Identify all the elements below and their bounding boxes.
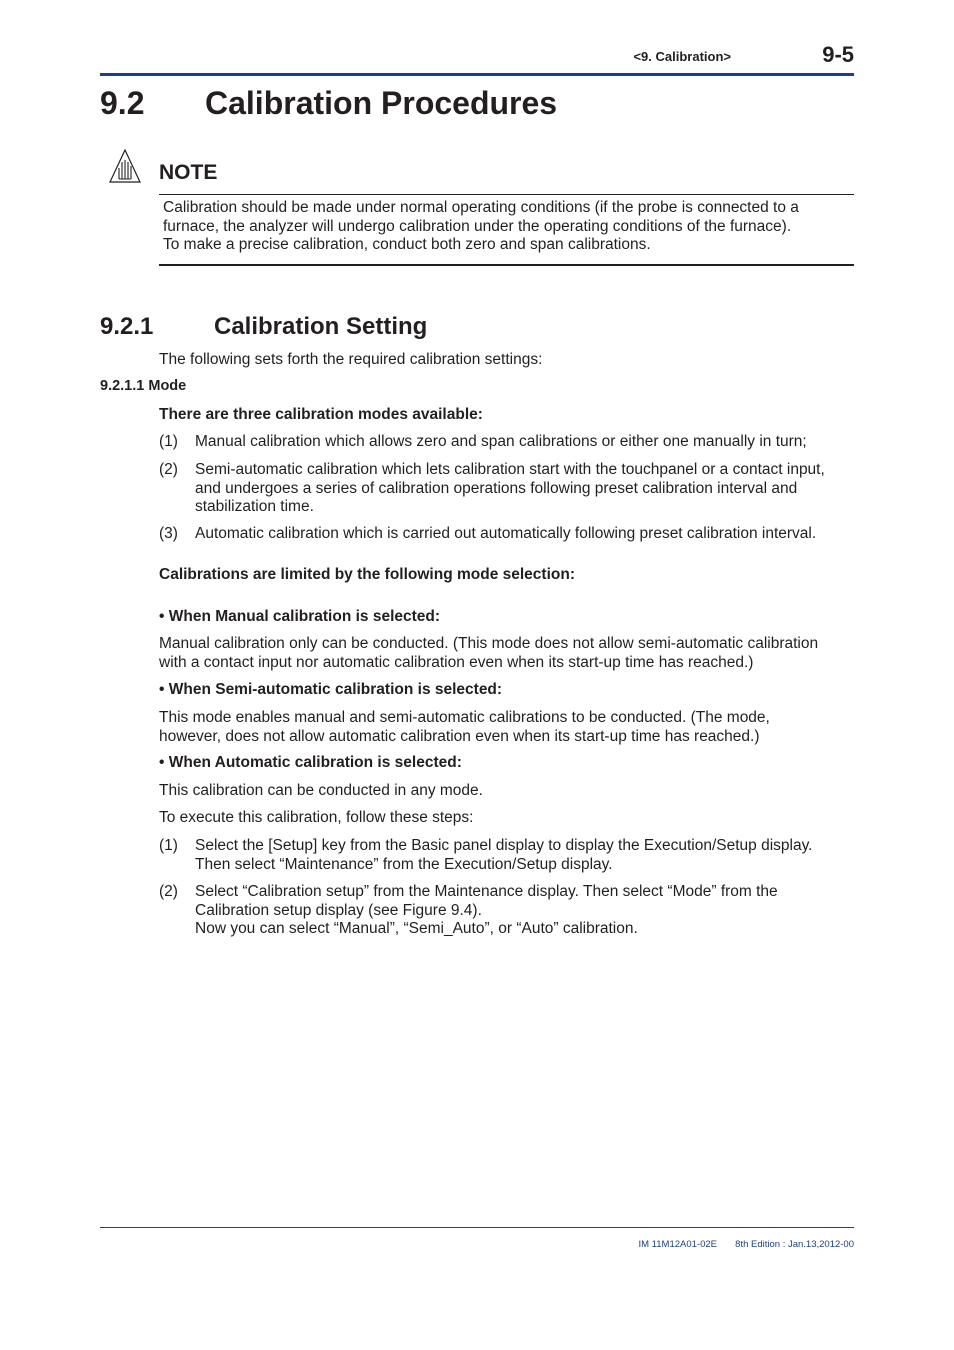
footer-edition: 8th Edition : Jan.13,2012-00: [735, 1239, 854, 1250]
caution-hand-icon: [109, 149, 141, 183]
modes-heading: There are three calibration modes available:: [159, 406, 483, 423]
steps-intro: To execute this calibration, follow these steps:: [159, 809, 474, 826]
list-item: [195, 461, 855, 517]
step-line: Select the [Setup] key from the Basic panel display to display the Execution/Setup display.: [195, 837, 813, 854]
step-item: [195, 883, 855, 939]
note-line: To make a precise calibration, conduct both zero and span calibrations.: [163, 236, 651, 253]
footer-rule: [100, 1227, 854, 1228]
step-item: [195, 837, 855, 874]
section-number: 9.2: [100, 85, 145, 121]
note-body: [163, 199, 851, 255]
list-number: (3): [159, 525, 178, 542]
text-line: Manual calibration only can be conducted. (This mode does not allow semi-automatic calibration: [159, 635, 819, 652]
step-line: Then select “Maintenance” from the Execution/Setup display.: [195, 855, 613, 873]
subsubsection-heading: 9.2.1.1 Mode: [100, 378, 187, 394]
note-bottom-rule: [159, 264, 854, 266]
note-top-rule: [159, 194, 854, 195]
auto-text: This calibration can be conducted in any mode.: [159, 782, 483, 799]
semi-heading: • When Semi-automatic calibration is selected:: [159, 681, 503, 698]
list-number: (1): [159, 433, 178, 450]
header-rule: [100, 73, 854, 76]
intro-text: The following sets forth the required calibration settings:: [159, 351, 543, 368]
note-line: furnace, the analyzer will undergo calibration under the operating conditions of the furnace).: [163, 217, 792, 235]
chapter-header: <9. Calibration>: [633, 49, 731, 64]
step-line: Select “Calibration setup” from the Maintenance display. Then select “Mode” from the: [195, 883, 778, 900]
subsection-title: Calibration Setting: [214, 313, 428, 340]
page-number: 9-5: [822, 42, 854, 67]
list-item: [195, 433, 855, 452]
list-line: Manual calibration which allows zero and span calibrations or either one manually in turn;: [195, 433, 807, 450]
step-number: (2): [159, 883, 178, 900]
semi-text: [159, 709, 859, 746]
manual-heading: • When Manual calibration is selected:: [159, 608, 441, 625]
limits-heading: Calibrations are limited by the following mode selection:: [159, 566, 575, 583]
step-line: Calibration setup display (see Figure 9.4).: [195, 901, 482, 919]
text-line: with a contact input nor automatic calibration even when its start-up time has reached.): [159, 653, 754, 671]
manual-text: [159, 635, 859, 672]
note-line: Calibration should be made under normal operating conditions (if the probe is connected to a: [163, 199, 799, 216]
note-label: NOTE: [159, 161, 218, 184]
list-line: Automatic calibration which is carried out automatically following preset calibration interval.: [195, 525, 817, 542]
auto-heading: • When Automatic calibration is selected:: [159, 754, 462, 771]
subsection-number: 9.2.1: [100, 313, 154, 340]
text-line: however, does not allow automatic calibration even when its start-up time has reached.): [159, 727, 760, 745]
list-number: (2): [159, 461, 178, 478]
list-line: and undergoes a series of calibration operations following preset calibration interval and: [195, 479, 798, 497]
list-item: [195, 525, 855, 544]
section-title: Calibration Procedures: [205, 85, 558, 121]
text-line: This mode enables manual and semi-automatic calibrations to be conducted. (The mode,: [159, 709, 770, 726]
step-line: Now you can select “Manual”, “Semi_Auto”, or “Auto” calibration.: [195, 920, 638, 937]
list-line: Semi-automatic calibration which lets calibration start with the touchpanel or a contact input,: [195, 461, 825, 478]
footer-document-number: IM 11M12A01-02E: [638, 1239, 717, 1250]
list-line: stabilization time.: [195, 498, 314, 515]
step-number: (1): [159, 837, 178, 854]
